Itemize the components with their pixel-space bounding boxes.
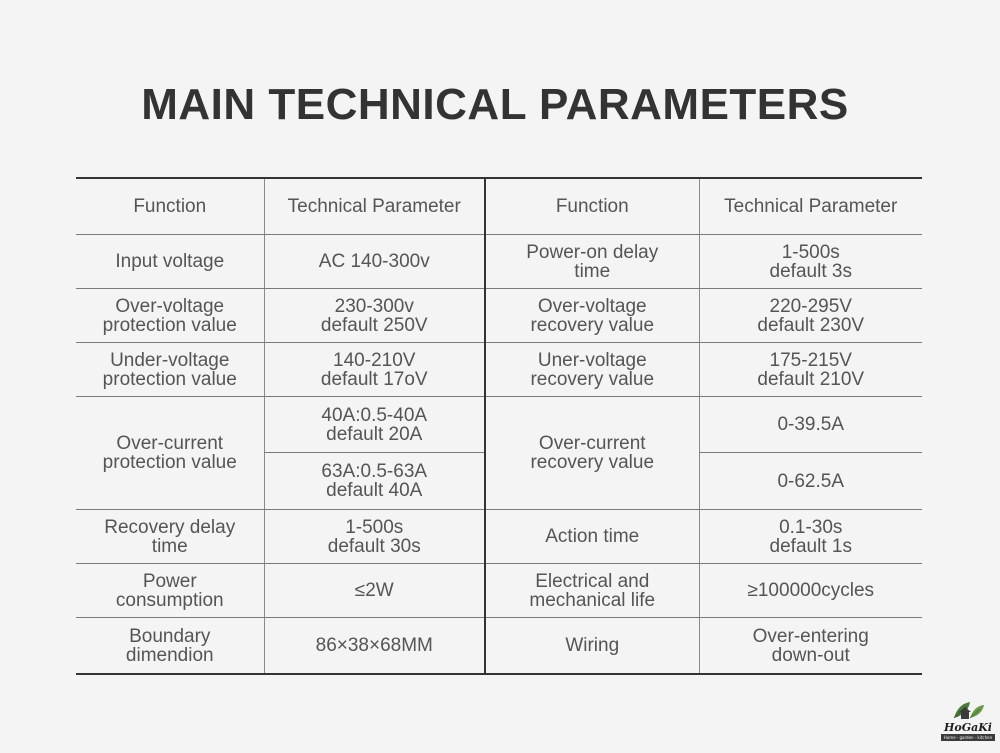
parameter-cell: 1-500s default 30s: [264, 510, 485, 564]
table-row: [76, 343, 922, 397]
table-row: [76, 618, 922, 675]
table-row: [76, 289, 922, 343]
function-cell: Power consumption: [76, 564, 264, 618]
table-row: [76, 397, 922, 453]
table-header-row: [76, 178, 922, 235]
parameter-cell: 40A:0.5-40A default 20A: [264, 397, 485, 453]
function-cell: Under-voltage protection value: [76, 343, 264, 397]
parameter-cell: AC 140-300v: [264, 235, 485, 289]
function-cell: Recovery delay time: [76, 510, 264, 564]
header-technical-parameter-2: Technical Parameter: [699, 178, 922, 235]
function-cell: Boundary dimendion: [76, 618, 264, 675]
parameter-cell: Over-entering down-out: [699, 618, 922, 675]
parameter-cell: ≤2W: [264, 564, 485, 618]
logo-wordmark: HoGaKi: [944, 721, 992, 734]
function-cell: Electrical and mechanical life: [485, 564, 699, 618]
function-cell: Over-voltage recovery value: [485, 289, 699, 343]
header-function-2: Function: [485, 178, 699, 235]
parameter-cell: 63A:0.5-63A default 40A: [264, 453, 485, 510]
leaf-icon: [940, 698, 996, 722]
parameters-table: [76, 177, 922, 675]
function-cell: Power-on delay time: [485, 235, 699, 289]
brand-logo: [940, 698, 996, 744]
parameter-cell: 230-300v default 250V: [264, 289, 485, 343]
table-row: [76, 235, 922, 289]
parameter-cell: 220-295V default 230V: [699, 289, 922, 343]
table-row: [76, 510, 922, 564]
page-title: MAIN TECHNICAL PARAMETERS: [141, 80, 849, 129]
function-cell: Action time: [485, 510, 699, 564]
header-function-1: Function: [76, 178, 264, 235]
parameter-cell: 0.1-30s default 1s: [699, 510, 922, 564]
function-cell: Over-voltage protection value: [76, 289, 264, 343]
parameter-cell: 0-39.5A: [699, 397, 922, 453]
table-row: [76, 564, 922, 618]
header-technical-parameter-1: Technical Parameter: [264, 178, 485, 235]
function-cell: Wiring: [485, 618, 699, 675]
function-cell: Input voltage: [76, 235, 264, 289]
parameter-cell: 1-500s default 3s: [699, 235, 922, 289]
parameter-cell: 86×38×68MM: [264, 618, 485, 675]
parameter-cell: ≥100000cycles: [699, 564, 922, 618]
function-cell: Uner-voltage recovery value: [485, 343, 699, 397]
logo-tagline: Home · garden · kitchen: [941, 734, 995, 741]
parameter-cell: 140-210V default 17oV: [264, 343, 485, 397]
function-cell: Over-current recovery value: [485, 397, 699, 510]
parameter-cell: 0-62.5A: [699, 453, 922, 510]
parameter-cell: 175-215V default 210V: [699, 343, 922, 397]
function-cell: Over-current protection value: [76, 397, 264, 510]
